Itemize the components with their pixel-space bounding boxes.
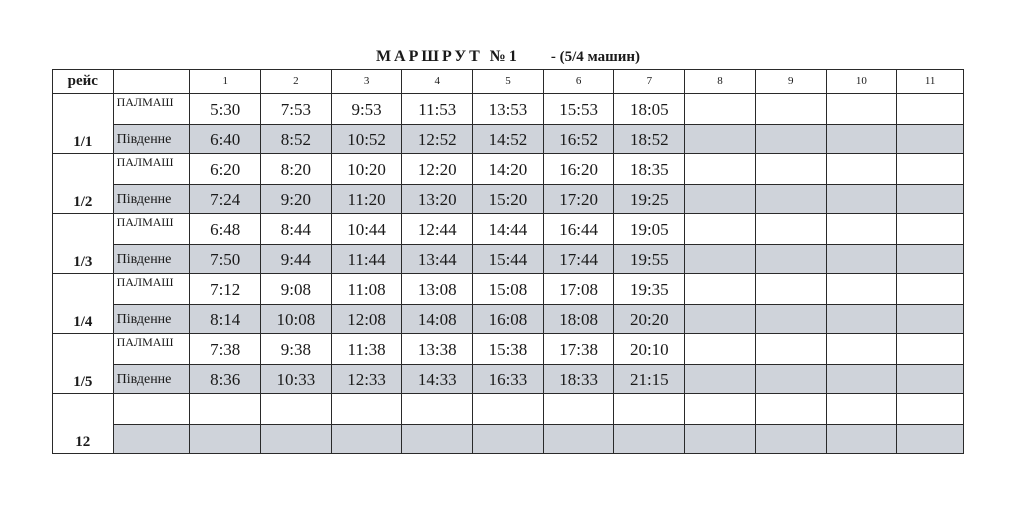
trip-row-outbound: [53, 334, 964, 365]
stop-name: Південне: [113, 305, 190, 334]
column-header: 11: [897, 70, 964, 94]
column-header: 10: [826, 70, 897, 94]
departure-time: 7:38: [190, 334, 261, 365]
departure-time: 18:35: [614, 154, 685, 185]
trip-number: 1/4: [53, 274, 114, 334]
stop-name: [113, 394, 190, 425]
departure-time: 14:44: [473, 214, 544, 245]
departure-time: [755, 245, 826, 274]
departure-time: 13:53: [473, 94, 544, 125]
departure-time: [685, 365, 756, 394]
trip-row-outbound: [53, 274, 964, 305]
departure-time: 10:20: [331, 154, 402, 185]
stop-name: ПАЛМАШ: [113, 334, 190, 365]
departure-time: 19:55: [614, 245, 685, 274]
departure-time: 13:20: [402, 185, 473, 214]
departure-time: [826, 334, 897, 365]
departure-time: [473, 394, 544, 425]
departure-time: 13:38: [402, 334, 473, 365]
departure-time: [755, 214, 826, 245]
departure-time: 18:52: [614, 125, 685, 154]
departure-time: 14:52: [473, 125, 544, 154]
departure-time: 11:20: [331, 185, 402, 214]
trip-row-return: [53, 125, 964, 154]
departure-time: [755, 334, 826, 365]
departure-time: 12:20: [402, 154, 473, 185]
departure-time: 16:52: [543, 125, 614, 154]
departure-time: [826, 274, 897, 305]
departure-time: [755, 154, 826, 185]
departure-time: 12:44: [402, 214, 473, 245]
departure-time: 15:20: [473, 185, 544, 214]
departure-time: 6:48: [190, 214, 261, 245]
departure-time: 10:52: [331, 125, 402, 154]
stop-name: ПАЛМАШ: [113, 274, 190, 305]
route-subtitle: - (5/4 машин): [550, 49, 641, 65]
departure-time: [331, 394, 402, 425]
departure-time: [190, 425, 261, 454]
departure-time: 12:33: [331, 365, 402, 394]
departure-time: [897, 334, 964, 365]
departure-time: [685, 274, 756, 305]
departure-time: 17:44: [543, 245, 614, 274]
departure-time: 6:20: [190, 154, 261, 185]
stop-name: Південне: [113, 365, 190, 394]
departure-time: [261, 425, 332, 454]
departure-time: 12:52: [402, 125, 473, 154]
trip-row-return: [53, 185, 964, 214]
departure-time: 9:08: [261, 274, 332, 305]
departure-time: 16:33: [473, 365, 544, 394]
departure-time: 16:20: [543, 154, 614, 185]
departure-time: 15:53: [543, 94, 614, 125]
departure-time: 20:20: [614, 305, 685, 334]
departure-time: [826, 305, 897, 334]
departure-time: 13:44: [402, 245, 473, 274]
departure-time: 19:35: [614, 274, 685, 305]
departure-time: [826, 245, 897, 274]
departure-time: [685, 94, 756, 125]
departure-time: [897, 94, 964, 125]
trip-number: 1/2: [53, 154, 114, 214]
departure-time: [897, 305, 964, 334]
departure-time: 9:53: [331, 94, 402, 125]
departure-time: [685, 154, 756, 185]
departure-time: [755, 125, 826, 154]
departure-time: [826, 425, 897, 454]
departure-time: [755, 305, 826, 334]
trip-row-return: [53, 305, 964, 334]
route-title: МАРШРУТ №1: [375, 48, 520, 65]
departure-time: 14:33: [402, 365, 473, 394]
departure-time: [685, 185, 756, 214]
departure-time: 15:08: [473, 274, 544, 305]
departure-time: [685, 214, 756, 245]
column-header: 1: [190, 70, 261, 94]
departure-time: 7:53: [261, 94, 332, 125]
departure-time: 18:05: [614, 94, 685, 125]
stop-name: ПАЛМАШ: [113, 94, 190, 125]
departure-time: 7:50: [190, 245, 261, 274]
departure-time: 19:25: [614, 185, 685, 214]
departure-time: 9:44: [261, 245, 332, 274]
column-header: 9: [755, 70, 826, 94]
stop-name: Південне: [113, 185, 190, 214]
departure-time: 6:40: [190, 125, 261, 154]
column-header: 4: [402, 70, 473, 94]
departure-time: 17:20: [543, 185, 614, 214]
stop-header: [113, 70, 190, 94]
departure-time: [755, 94, 826, 125]
departure-time: [402, 425, 473, 454]
trip-number: 1/5: [53, 334, 114, 394]
departure-time: [685, 125, 756, 154]
departure-time: 11:38: [331, 334, 402, 365]
departure-time: 9:38: [261, 334, 332, 365]
departure-time: 16:08: [473, 305, 544, 334]
departure-time: 7:12: [190, 274, 261, 305]
departure-time: [826, 185, 897, 214]
departure-time: 5:30: [190, 94, 261, 125]
trip-header: рейс: [53, 70, 114, 94]
trip-number: 1/3: [53, 214, 114, 274]
departure-time: [897, 425, 964, 454]
departure-time: [897, 245, 964, 274]
departure-time: 15:38: [473, 334, 544, 365]
departure-time: [897, 185, 964, 214]
column-header: 2: [261, 70, 332, 94]
departure-time: [755, 425, 826, 454]
stop-name: [113, 425, 190, 454]
departure-time: [897, 274, 964, 305]
departure-time: [755, 365, 826, 394]
departure-time: 9:20: [261, 185, 332, 214]
document-title: [52, 46, 964, 68]
departure-time: [190, 394, 261, 425]
departure-time: [897, 214, 964, 245]
departure-time: 15:44: [473, 245, 544, 274]
trip-number: 12: [53, 394, 114, 454]
departure-time: 16:44: [543, 214, 614, 245]
departure-time: [755, 274, 826, 305]
departure-time: 21:15: [614, 365, 685, 394]
departure-time: 17:08: [543, 274, 614, 305]
departure-time: [614, 394, 685, 425]
departure-time: [897, 154, 964, 185]
header-row: [53, 70, 964, 94]
column-header: 3: [331, 70, 402, 94]
trip-number: 1/1: [53, 94, 114, 154]
departure-time: 11:53: [402, 94, 473, 125]
departure-time: 18:08: [543, 305, 614, 334]
trip-row-outbound: [53, 154, 964, 185]
departure-time: 13:08: [402, 274, 473, 305]
departure-time: [685, 245, 756, 274]
departure-time: [261, 394, 332, 425]
departure-time: 14:20: [473, 154, 544, 185]
departure-time: 12:08: [331, 305, 402, 334]
departure-time: [331, 425, 402, 454]
departure-time: [685, 305, 756, 334]
departure-time: [685, 334, 756, 365]
column-header: 5: [473, 70, 544, 94]
departure-time: [826, 125, 897, 154]
departure-time: [897, 365, 964, 394]
departure-time: [755, 185, 826, 214]
departure-time: 19:05: [614, 214, 685, 245]
trip-row-return: [53, 425, 964, 454]
departure-time: 8:52: [261, 125, 332, 154]
departure-time: 10:44: [331, 214, 402, 245]
departure-time: 8:20: [261, 154, 332, 185]
departure-time: 8:44: [261, 214, 332, 245]
departure-time: [826, 394, 897, 425]
departure-time: [826, 94, 897, 125]
departure-time: 8:36: [190, 365, 261, 394]
stop-name: ПАЛМАШ: [113, 214, 190, 245]
departure-time: 14:08: [402, 305, 473, 334]
departure-time: 17:38: [543, 334, 614, 365]
stop-name: Південне: [113, 125, 190, 154]
departure-time: [685, 394, 756, 425]
trip-row-outbound: [53, 394, 964, 425]
departure-time: 20:10: [614, 334, 685, 365]
departure-time: [897, 394, 964, 425]
departure-time: [543, 425, 614, 454]
departure-time: [897, 125, 964, 154]
departure-time: 7:24: [190, 185, 261, 214]
trip-row-outbound: [53, 94, 964, 125]
stop-name: ПАЛМАШ: [113, 154, 190, 185]
trip-row-return: [53, 245, 964, 274]
departure-time: 11:44: [331, 245, 402, 274]
departure-time: 10:33: [261, 365, 332, 394]
departure-time: [685, 425, 756, 454]
trip-row-return: [53, 365, 964, 394]
departure-time: [826, 365, 897, 394]
column-header: 7: [614, 70, 685, 94]
departure-time: 11:08: [331, 274, 402, 305]
departure-time: [755, 394, 826, 425]
schedule-table: [52, 69, 964, 454]
column-header: 8: [685, 70, 756, 94]
departure-time: 8:14: [190, 305, 261, 334]
departure-time: [402, 394, 473, 425]
schedule-body: [53, 70, 964, 454]
departure-time: [826, 154, 897, 185]
departure-time: [614, 425, 685, 454]
trip-row-outbound: [53, 214, 964, 245]
departure-time: [543, 394, 614, 425]
departure-time: [826, 214, 897, 245]
departure-time: 18:33: [543, 365, 614, 394]
column-header: 6: [543, 70, 614, 94]
departure-time: [473, 425, 544, 454]
stop-name: Південне: [113, 245, 190, 274]
departure-time: 10:08: [261, 305, 332, 334]
